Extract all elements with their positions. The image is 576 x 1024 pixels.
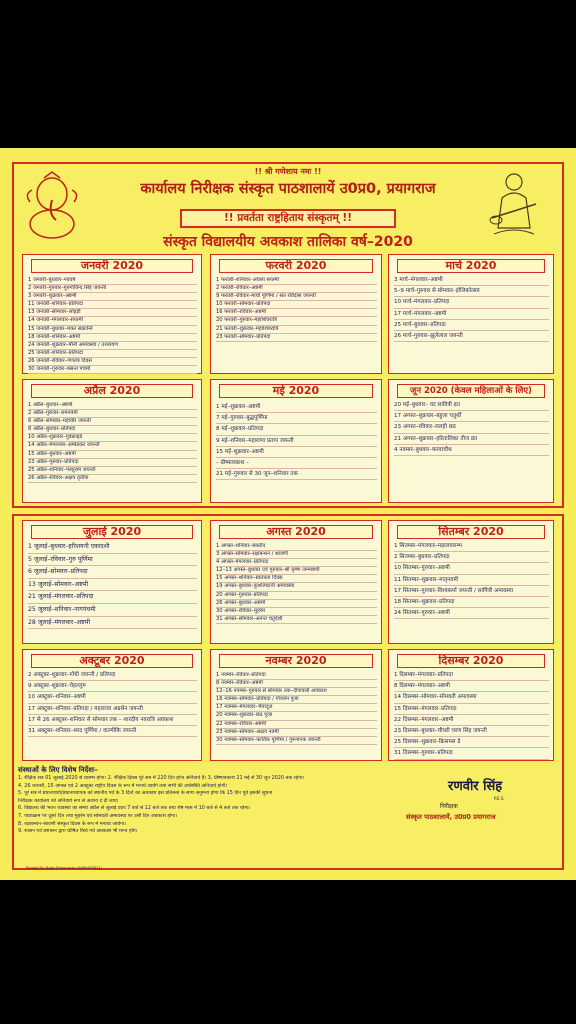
holiday-item: 1 नवम्बर–रविवार–प्रतिपदा <box>216 672 377 680</box>
holiday-list <box>216 402 377 480</box>
holiday-item: 30 जनवरी–गुरुवार–बसन्त पंचमी <box>28 366 197 374</box>
month-heading: मई 2020 <box>219 384 373 398</box>
instruction-item: 9. शासन एवं प्रशासन द्वारा घोषित किये गये अवकाश भी मान्य होंगे। <box>18 828 138 835</box>
signature-designation: निरीक्षक <box>440 803 458 810</box>
instructions-title: संस्थाओं के लिए विशेष निर्देशः– <box>18 766 98 774</box>
holiday-item: 2 फरवरी–रविवार–अष्टमी <box>216 285 377 293</box>
holiday-item: 3 जनवरी–शुक्रवार–अष्टमी <box>28 293 197 301</box>
holiday-item: 26 अप्रैल–रविवार–अक्षय तृतीया <box>28 475 197 483</box>
month-heading: दिसम्बर 2020 <box>397 654 545 668</box>
holiday-item: 9 अक्टूबर–शुक्रवार–चेहल्लुम <box>28 681 197 692</box>
holiday-item: – ग्रीष्मावकाश – <box>216 458 377 469</box>
holiday-item: 2 अप्रैल–गुरुवार–रामनवमी <box>28 410 197 418</box>
month-box-may <box>210 379 382 503</box>
holiday-item: 5–9 मार्च–गुरुवार से सोमवार–होलिकोत्सव <box>394 286 549 297</box>
holiday-item: 28 जुलाई–मंगलवार–अष्टमी <box>28 617 197 630</box>
holiday-item: 14 दिसम्बर–सोमवार–सोमवती अमावस्या <box>394 692 549 703</box>
holiday-item: 10 सितम्बर–गुरुवार–अष्टमी <box>394 563 549 574</box>
holiday-item: 20 मई–बुधवार– वट सावित्री व्रत <box>394 400 549 411</box>
holiday-item: 31 दिसम्बर–गुरुवार–प्रतिपदा <box>394 748 549 759</box>
holiday-item: 16 फरवरी–रविवार–अष्टमी <box>216 309 377 317</box>
holiday-item: 10 फरवरी–सोमवार–प्रतिपदा <box>216 301 377 309</box>
holiday-item: 6 जुलाई–सोमवार–प्रतिपदा <box>28 566 197 579</box>
holiday-item: 25 जुलाई–शनिवार–नागपंचमी <box>28 604 197 617</box>
holiday-item: 11 जनवरी–शनिवार–प्रतिपदा <box>28 301 197 309</box>
holiday-item: 1 जुलाई–बुधवार–हरिशयनी एकादशी <box>28 541 197 554</box>
holiday-item: 25 मार्च–बुधवार–प्रतिपदा <box>394 320 549 331</box>
holiday-item: 10 अप्रैल–शुक्रवार–गुडफ्राइडे <box>28 434 197 442</box>
instruction-item: 6. विद्यालय की भवन व्यवस्था का समय अप्रैल से जुलाई प्रातः 7 बजे से 12 बजे तक तथा शेष मास में 10 बजे से 4 बजे तक रहेगा। <box>18 805 251 812</box>
holiday-list <box>394 670 549 760</box>
holiday-item: 15 अगस्त–शनिवार–स्वतंत्रता दिवस <box>216 575 377 583</box>
instruction-item: 7. पाठ्यक्रम पर दूसरे दिन तथा मुहर्रम एवं सोमवती अमावस्या पर उसी दिन अवकाश होगा। <box>18 812 178 819</box>
month-heading: अगस्त 2020 <box>219 525 373 539</box>
holiday-list <box>28 402 197 483</box>
holiday-item: 9 मई–शनिवार–महाराणा प्रताप जयन्ती <box>216 436 377 447</box>
month-box-apr <box>22 379 202 503</box>
holiday-item: 23 नवम्बर–सोमवार–अक्षय नवमी <box>216 729 377 737</box>
holiday-item: 20 अगस्त–गुरुवार–प्रतिपदा <box>216 592 377 600</box>
holiday-item: 8 मई–शुक्रवार–प्रतिपदा <box>216 424 377 435</box>
calendar-title: संस्कृत विद्यालयीय अवकाश तालिका वर्ष–2020 <box>163 234 413 250</box>
month-heading: जुलाई 2020 <box>31 525 193 539</box>
instruction-item: निरीक्षक कार्यालय को अनिवार्य रूप से अवश्य दे दी जाए। <box>18 797 119 804</box>
month-box-aug <box>210 520 382 644</box>
holiday-item: 7 मई–गुरुवार–बुद्धपूर्णिमा <box>216 413 377 424</box>
month-box-jan <box>22 254 202 374</box>
holiday-item: 17 से 26 अक्टूबर–शनिवार से सोमवार तक – शारदीय नवरात्रि अवकाश <box>28 715 197 726</box>
office-title: कार्यालय निरीक्षक संस्कृत पाठशालायें उ0प्र0, प्रयागराज <box>140 181 436 197</box>
holiday-item: 2 अक्टूबर–शुक्रवार–गाँधी जयन्ती / प्रतिपदा <box>28 670 197 681</box>
holiday-item: 22 नवम्बर–रविवार–अष्टमी <box>216 721 377 729</box>
holiday-item: 23 फरवरी–सोमवार–प्रतिपदा <box>216 334 377 342</box>
holiday-item: 26 अगस्त–बुधवार–अष्टमी <box>216 600 377 608</box>
holiday-item: 15 जनवरी–बुधवार–मकर संक्रान्ति <box>28 326 197 334</box>
holiday-item: 5 जुलाई–रविवार–गुरु पूर्णिमा <box>28 554 197 567</box>
holiday-item: 2 सितम्बर–बुधवार–प्रतिपदा <box>394 552 549 563</box>
holiday-item: 1 जनवरी–बुधवार–नववर्ष <box>28 277 197 285</box>
holiday-item: 9 फरवरी–रविवार–माघी पूर्णिमा / संत रविदास जयन्ती <box>216 293 377 301</box>
holiday-list <box>28 670 197 737</box>
instruction-item: 1. शैक्षिक सत्र 01 जुलाई 2020 से प्रारम्भ होगा। 2. शैक्षिक दिवस पूरे सत्र में 220 दिन होना अनिवार्य है। 3. ग्रीष्मावकाश 21 मई से 30 जून 2020 तक रहेगा। <box>18 775 305 781</box>
holiday-list <box>28 277 197 374</box>
holiday-item: 26 जनवरी–रविवार–गणतंत्र दिवस <box>28 358 197 366</box>
holiday-list <box>216 672 377 745</box>
holiday-item: 15 मई–शुक्रवार–अष्टमी <box>216 447 377 458</box>
holiday-item: 16 नवम्बर–सोमवार–प्रतिपदा / गोवर्धन पूजा <box>216 696 377 704</box>
holiday-item: 25 जनवरी–शनिवार–प्रतिपदा <box>28 350 197 358</box>
holiday-item: 17 अक्टूबर–शनिवार–प्रतिपदा / महाराजा अग्रसेन जयन्ती <box>28 704 197 715</box>
holiday-item: 8 नवम्बर–रविवार–अष्टमी <box>216 680 377 688</box>
holiday-item: 20 फरवरी–गुरुवार–महाशिवरात्रि <box>216 317 377 325</box>
holiday-item: 30 नवम्बर–सोमवार–कार्तिक पूर्णिमा / गुरुनानक जयन्ती <box>216 737 377 745</box>
month-box-sep <box>388 520 554 644</box>
holiday-item: 17 नवम्बर–मंगलवार–भैयादूज <box>216 704 377 712</box>
holiday-item: 1 सितम्बर–मंगलवार–महालयारम्भ <box>394 541 549 552</box>
holiday-item: 30 अगस्त–रविवार–मुहर्रम <box>216 608 377 616</box>
month-heading: जनवरी 2020 <box>31 259 193 273</box>
holiday-item: 22 दिसम्बर–मंगलवार–अष्टमी <box>394 715 549 726</box>
holiday-item: 1 मई–शुक्रवार–अष्टमी <box>216 402 377 413</box>
holiday-item: 17 सितम्बर–गुरुवार–विश्वकर्मा जयन्ती / सर्वपैत्री अमावस्या <box>394 586 549 597</box>
holiday-item: 15 अप्रैल–बुधवार–अष्टमी <box>28 451 197 459</box>
holiday-item: 25 दिसम्बर–शुक्रवार–क्रिसमस डे <box>394 737 549 748</box>
holiday-item: 8 दिसम्बर–मंगलवार–अष्टमी <box>394 681 549 692</box>
month-box-jul <box>22 520 202 644</box>
holiday-item: 31 अगस्त–सोमवार–अनन्त चतुर्दशी <box>216 616 377 624</box>
invocation-text: !! श्री गणेशाय नमः !! <box>254 167 322 176</box>
holiday-item: 13 जनवरी–सोमवार–लोहड़ी <box>28 309 197 317</box>
holiday-item: 3 अगस्त–सोमवार–रक्षाबन्धन / श्रावणी <box>216 551 377 559</box>
instruction-item: 8. रक्षाबन्धन–श्रावणी संस्कृत दिवस के रूप में मनाया जायेगा। <box>18 820 126 827</box>
month-heading: फरवरी 2020 <box>219 259 373 273</box>
printer-credit: Printed By: Baby Enterprises (9889483822) <box>26 866 102 870</box>
holiday-item: 17 मार्च–मंगलवार–अष्टमी <box>394 309 549 320</box>
signature-pes: P.E.S. <box>494 796 505 801</box>
holiday-item: 1 अगस्त–शनिवार–बकरीद <box>216 543 377 551</box>
holiday-item: 21 फरवरी–शुक्रवार–महाशिवरात्रि <box>216 326 377 334</box>
month-box-feb <box>210 254 382 374</box>
holiday-item: 11 सितम्बर–शुक्रवार–मातृनवमी <box>394 575 549 586</box>
month-heading: सितम्बर 2020 <box>397 525 545 539</box>
holiday-item: 1 दिसम्बर–मंगलवार–प्रतिपदा <box>394 670 549 681</box>
holiday-item: 21 अगस्त–शुक्रवार–हरितालिका तीज व्रत <box>394 434 549 445</box>
holiday-item: 1 अप्रैल–बुधवार–अष्टमी <box>28 402 197 410</box>
holiday-item: 18 जनवरी–शनिवार–अष्टमी <box>28 334 197 342</box>
holiday-item: 6 अप्रैल–सोमवार–महावीर जयन्ती <box>28 418 197 426</box>
holiday-list <box>216 543 377 624</box>
holiday-item: 8 अप्रैल–बुधवार–प्रतिपदा <box>28 426 197 434</box>
month-box-oct <box>22 649 202 761</box>
month-box-jun <box>388 379 554 503</box>
holiday-list <box>394 541 549 619</box>
instruction-item: 5. पूरे सत्र में प्रधानाचार्य/प्रधानाध्यापक को स्थानीय पर्व के 3 दिनों का अवकाश इस प्रतिबन्ध के साथ अनुमन्य होगा कि 15 दिन पूर्व इसकी सूचना <box>18 790 273 797</box>
signature-name: रणवीर सिंह <box>448 779 503 794</box>
holiday-list <box>28 541 197 629</box>
holiday-item: 3 मार्च–मंगलवार–अष्टमी <box>394 275 549 286</box>
signature-office: संस्कृत पाठशालायें, उ0प्र0 प्रयागराज <box>406 813 496 821</box>
holiday-item: 20 नवम्बर–शुक्रवार–छठ पूजा <box>216 712 377 720</box>
month-box-mar <box>388 254 554 374</box>
holiday-item: 12–16 नवम्बर–गुरुवार से सोमवार तक–दीपावली अवकाश <box>216 688 377 696</box>
month-heading: नवम्बर 2020 <box>219 654 373 668</box>
holiday-item: 23 दिसम्बर–बुधवार–चौधरी चरण सिंह जयन्ती <box>394 726 549 737</box>
month-heading: अक्टूबर 2020 <box>31 654 193 668</box>
holiday-item: 24 सितम्बर–गुरुवार–अष्टमी <box>394 608 549 619</box>
holiday-item: 21 मई–गुरुवार से 30 जून–शनिवार तक <box>216 469 377 480</box>
holiday-item: 26 मार्च–गुरुवार–झूलेलाल जयन्ती <box>394 331 549 342</box>
holiday-list <box>394 400 549 456</box>
holiday-item: 1 फरवरी–शनिवार–अचला सप्तमी <box>216 277 377 285</box>
month-heading: मार्च 2020 <box>397 259 545 273</box>
holiday-item: 12–13 अगस्त–बुधवार एवं गुरुवार–श्री कृष्ण जन्माष्टमी <box>216 567 377 575</box>
month-box-nov <box>210 649 382 761</box>
holiday-item: 2 जनवरी–गुरुवार–गुरुगोविन्द सिंह जयन्ती <box>28 285 197 293</box>
holiday-item: 31 अक्टूबर–शनिवार–शरद पूर्णिमा / वाल्मीकि जयन्ती <box>28 726 197 737</box>
holiday-list <box>394 275 549 342</box>
motto-box: !! प्रवर्तता राष्ट्रहिताय संस्कृतम् !! <box>180 209 396 228</box>
holiday-item: 10 मार्च–मंगलवार–प्रतिपदा <box>394 297 549 308</box>
holiday-item: 14 अप्रैल–मंगलवार–अम्बेडकर जयन्ती <box>28 442 197 450</box>
holiday-item: 14 जनवरी–मंगलवार–सप्तमी <box>28 317 197 325</box>
holiday-item: 17 अगस्त–शुक्रवार–बहुला चतुर्थी <box>394 411 549 422</box>
holiday-item: 4 नवम्बर–बुधवार–करवाचौथ <box>394 445 549 456</box>
holiday-item: 10 अक्टूबर–शनिवार–अष्टमी <box>28 692 197 703</box>
holiday-item: 4 अगस्त–मंगलवार–प्रतिपदा <box>216 559 377 567</box>
holiday-list <box>216 277 377 342</box>
holiday-item: 15 दिसम्बर–मंगलवार–प्रतिपदा <box>394 704 549 715</box>
month-heading: अप्रैल 2020 <box>31 384 193 398</box>
holiday-item: 24 जनवरी–शुक्रवार–मौनी अमावस्या / उत्तरायण <box>28 342 197 350</box>
holiday-item: 13 जुलाई–सोमवार–अष्टमी <box>28 579 197 592</box>
month-heading: जून 2020 (केवल महिलाओं के लिए) <box>397 384 545 398</box>
instruction-item: 4. 26 जनवरी, 15 अगस्त एवं 2 अक्टूबर राष्ट्रीय दिवस के रूप में मनाये जायेंगे तथा सभी की उपस्थिति अनिवार्य होगी। <box>18 782 228 789</box>
holiday-item: 21 जुलाई–मंगलवार–प्रतिपदा <box>28 591 197 604</box>
month-box-dec <box>388 649 554 761</box>
holiday-item: 23 अगस्त–रविवार–ललही छठ <box>394 422 549 433</box>
holiday-item: 19 अगस्त–बुधवार–कुशोत्पाटनी अमावस्या <box>216 583 377 591</box>
holiday-item: 23 अप्रैल–गुरुवार–प्रतिपदा <box>28 459 197 467</box>
holiday-item: 25 अप्रैल–शनिवार–परशुराम जयन्ती <box>28 467 197 475</box>
holiday-item: 18 सितम्बर–शुक्रवार–प्रतिपदा <box>394 597 549 608</box>
